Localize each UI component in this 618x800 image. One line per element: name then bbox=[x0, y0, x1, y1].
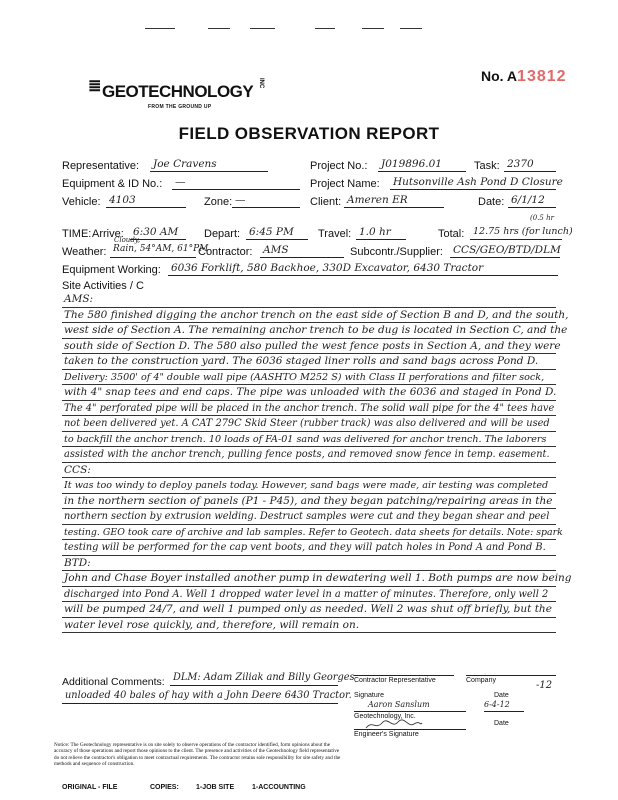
zone-value: — bbox=[232, 194, 300, 208]
top-dash bbox=[208, 28, 230, 29]
footer-copy-1: 1-JOB SITE bbox=[196, 784, 235, 791]
note-line: northern section by extrusion welding. Destruct samples were cut and they began shear and peel bbox=[62, 509, 556, 525]
engineer-signature-line bbox=[354, 720, 466, 730]
travel-value: 1.0 hr bbox=[356, 226, 406, 240]
subcontr-value: CCS/GEO/BTD/DLM bbox=[450, 244, 560, 258]
date-label-2: Date bbox=[494, 720, 509, 727]
additional-comments-line-1: DLM: Adam Ziliak and Billy Georges bbox=[170, 672, 338, 686]
note-line: west side of Section A. The remaining anchor trench to be dug is located in Section C, and the bbox=[62, 323, 556, 339]
note-line: testing. GEO took care of archive and lab samples. Refer to Geotech. data sheets for details. Note: spark bbox=[62, 525, 556, 541]
travel-label: Travel: bbox=[318, 228, 352, 240]
form-number-label: No. A bbox=[481, 68, 518, 84]
footer-copy-2: 1-ACCOUNTING bbox=[252, 784, 306, 791]
form-number bbox=[481, 68, 567, 86]
note-line: It was too windy to deploy panels today. However, sand bags were made, air testing was completed bbox=[62, 478, 556, 494]
logo-mark-icon: ≣ bbox=[88, 78, 102, 95]
note-line: testing will be performed for the cap vent boots, and they will patch holes in Pond A and Pond B. bbox=[62, 540, 556, 556]
top-dash bbox=[315, 28, 335, 29]
note-line: with 4" snap tees and end caps. The pipe was unloaded with the 6036 and staged in Pond D. bbox=[62, 385, 556, 401]
note-line: BTD: bbox=[62, 556, 556, 572]
top-dash bbox=[250, 28, 275, 29]
company-name: GEOTECHNOLOGY bbox=[102, 82, 254, 101]
depart-label: Depart: bbox=[204, 228, 241, 240]
equipment-value: — bbox=[172, 176, 300, 190]
contractor-rep-label: Contractor Representative bbox=[354, 677, 436, 684]
site-activities-notes bbox=[62, 292, 572, 633]
equipment-label: Equipment & ID No.: bbox=[62, 178, 163, 190]
geotech-label: Geotechnology, Inc. bbox=[354, 713, 416, 720]
note-line: taken to the construction yard. The 6036 staged liner rolls and sand bags across Pond D. bbox=[62, 354, 556, 370]
date-label: Date: bbox=[478, 196, 505, 208]
zone-label: Zone: bbox=[204, 196, 233, 208]
footer-copies: COPIES: bbox=[150, 784, 179, 791]
note-line: AMS: bbox=[62, 292, 556, 308]
subcontr-label: Subcontr./Supplier: bbox=[350, 246, 443, 258]
company-suffix: INC bbox=[258, 78, 264, 89]
weather-value: Rain, 54°AM, 61°PM bbox=[110, 244, 196, 258]
weather-note: Cloudy, bbox=[114, 236, 141, 244]
footer-original: ORIGINAL - FILE bbox=[62, 784, 118, 791]
note-line: Delivery: 3500' of 4" double wall pipe (AASHTO M252 S) with Class II perforations and filter sock, bbox=[62, 370, 556, 386]
time-label: TIME: bbox=[62, 228, 92, 240]
vehicle-label: Vehicle: bbox=[62, 196, 101, 208]
representative-value: Joe Cravens bbox=[150, 158, 268, 172]
total-value: 12.75 hrs (for lunch) bbox=[470, 226, 562, 240]
project-no-value: J019896.01 bbox=[378, 158, 466, 172]
arrive-value: 6:30 AM bbox=[130, 226, 186, 240]
date-label: Date bbox=[494, 692, 509, 699]
engineer-signature-scribble bbox=[364, 720, 424, 730]
additional-comments-line-2: unloaded 40 bales of hay with a John Deere 6430 Tractor. bbox=[62, 690, 338, 704]
top-dash bbox=[145, 28, 175, 29]
note-line: The 580 finished digging the anchor trench on the east side of Section B and D, and the south, bbox=[62, 308, 556, 324]
equipment-working-value: 6036 Forklift, 580 Backhoe, 330D Excavator, 6430 Tractor bbox=[168, 262, 558, 276]
date-value: 6-4-12 bbox=[484, 700, 524, 712]
company-line bbox=[466, 664, 556, 676]
form-number-value: 13812 bbox=[517, 68, 567, 85]
signature-value: Aaron Sanslum bbox=[354, 700, 466, 712]
equipment-working-label: Equipment Working: bbox=[62, 264, 161, 276]
company-logo bbox=[88, 76, 278, 116]
note-line: CCS: bbox=[62, 463, 556, 479]
notice-text: Notice: The Geotechnology representative is on site solely to observe operations of the contractor identified, form opinions about the accuracy of those operations and report those opinions to the client. The presence and activities of the Geotechnology field representative do not relieve the contractor's obligation to meet contractual requirements. The contractor retains sole responsibility for site safety and the methods and sequence of construction. bbox=[54, 742, 341, 768]
company-tagline: FROM THE GROUND UP bbox=[148, 104, 212, 110]
depart-value: 6:45 PM bbox=[246, 226, 308, 240]
client-value: Ameren ER bbox=[344, 194, 444, 208]
note-line: John and Chase Boyer installed another pump in dewatering well 1. Both pumps are now being bbox=[62, 571, 556, 587]
note-line: south side of Section D. The 580 also pulled the west fence posts in Section A, and they were bbox=[62, 339, 556, 355]
additional-comments-label: Additional Comments: bbox=[62, 676, 165, 688]
weather-label: Weather: bbox=[62, 246, 107, 258]
contractor-label: Contractor: bbox=[198, 246, 253, 258]
project-name-label: Project Name: bbox=[310, 178, 380, 190]
arrive-label: Arrive: bbox=[92, 228, 124, 240]
site-activities-label: Site Activities / C bbox=[62, 280, 144, 292]
note-line: to backfill the anchor trench. 10 loads of FA-01 sand was delivered for anchor trench. The laborers bbox=[62, 432, 556, 448]
note-line: will be pumped 24/7, and well 1 pumped only as needed. Well 2 was shut off briefly, but the bbox=[62, 602, 556, 618]
note-line: water level rose quickly, and, therefore, will remain on. bbox=[62, 618, 556, 634]
project-name-value: Hutsonville Ash Pond D Closure bbox=[390, 176, 556, 190]
contractor-value: AMS bbox=[260, 244, 344, 258]
total-note: (0.5 hr bbox=[530, 214, 554, 222]
page-title: FIELD OBSERVATION REPORT bbox=[178, 124, 440, 143]
date-value: 6/1/12 bbox=[508, 194, 556, 208]
vehicle-value: 4103 bbox=[106, 194, 186, 208]
signature-label: Signature bbox=[354, 692, 384, 699]
company-label: Company bbox=[466, 677, 496, 684]
top-dash bbox=[400, 28, 422, 29]
date-value-top: -12 bbox=[536, 680, 553, 691]
engineer-signature-label: Engineer's Signature bbox=[354, 731, 419, 738]
total-label: Total: bbox=[438, 228, 465, 240]
task-value: 2370 bbox=[504, 158, 556, 172]
note-line: not been delivered yet. A CAT 279C Skid Steer (rubber track) was also delivered and will be used bbox=[62, 416, 556, 432]
note-line: The 4" perforated pipe will be placed in the anchor trench. The solid wall pipe for the 4" tees have bbox=[62, 401, 556, 417]
task-label: Task: bbox=[474, 160, 500, 172]
project-no-label: Project No.: bbox=[310, 160, 368, 172]
client-label: Client: bbox=[310, 196, 342, 208]
top-dash bbox=[362, 28, 384, 29]
note-line: assisted with the anchor trench, pulling fence posts, and removed snow fence in temp. easement. bbox=[62, 447, 556, 463]
contractor-rep-line bbox=[354, 664, 454, 676]
note-line: discharged into Pond A. Well 1 dropped water level in a matter of minutes. Therefore, only well 2 bbox=[62, 587, 556, 603]
note-line: in the northern section of panels (P1 - P45), and they began patching/repairing areas in the bbox=[62, 494, 556, 510]
representative-label: Representative: bbox=[62, 160, 140, 172]
